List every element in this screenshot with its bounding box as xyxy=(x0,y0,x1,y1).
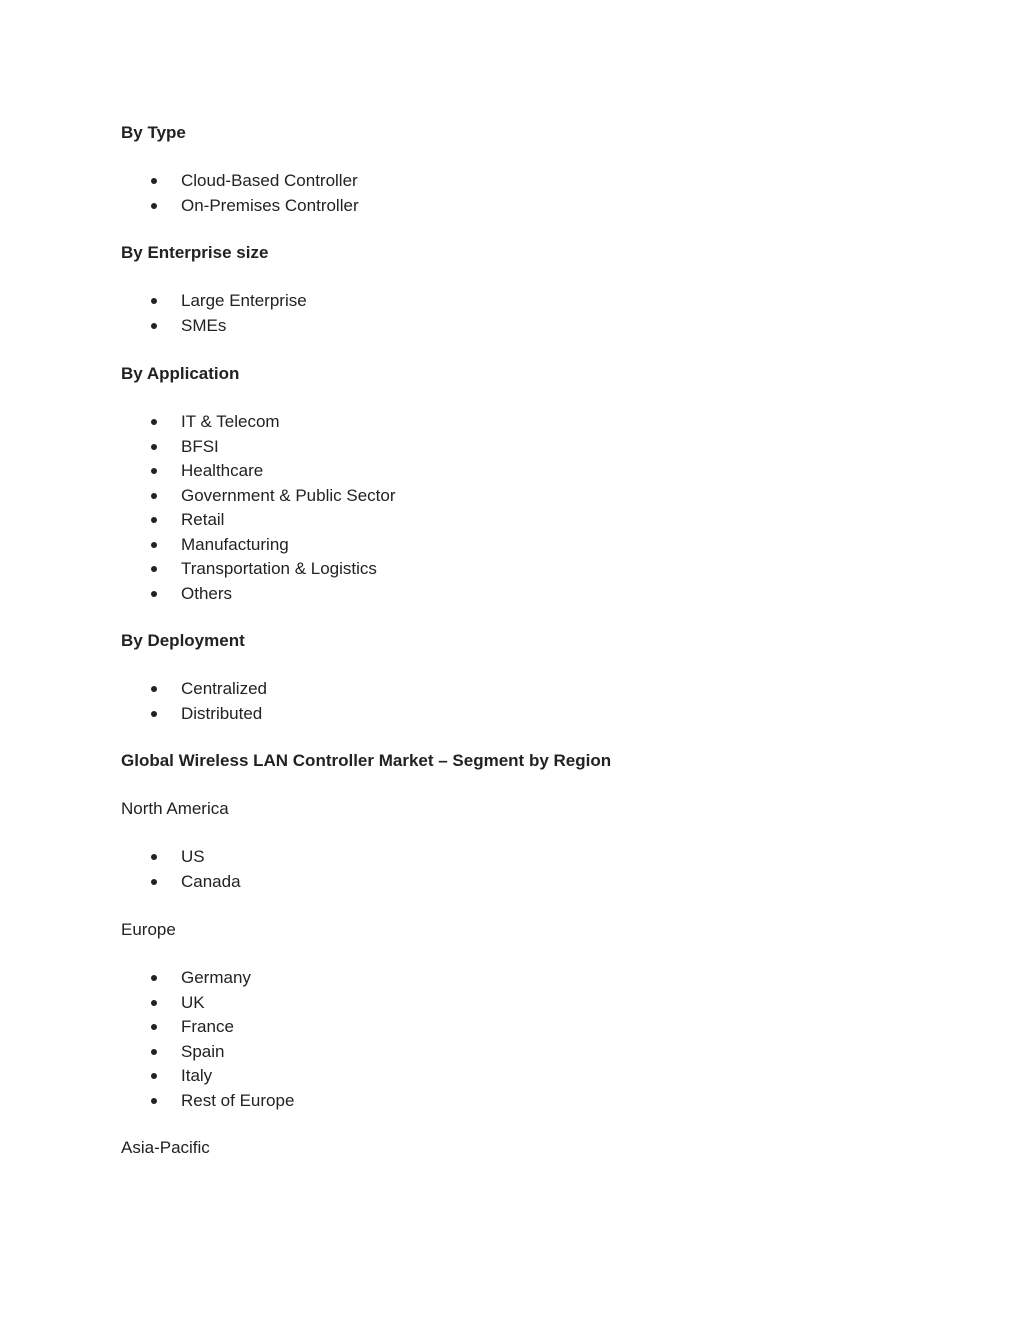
bullet-icon xyxy=(151,686,157,692)
bullet-icon xyxy=(151,879,157,885)
region-label-north-america: North America xyxy=(121,799,229,818)
bullet-icon xyxy=(151,419,157,425)
bullet-icon xyxy=(151,711,157,717)
bullet-icon xyxy=(151,591,157,597)
bullet-icon xyxy=(151,975,157,981)
bullet-icon xyxy=(151,542,157,548)
region-label-asia-pacific: Asia-Pacific xyxy=(121,1138,210,1157)
bullet-icon xyxy=(151,1049,157,1055)
bullet-icon xyxy=(151,1000,157,1006)
bullet-icon xyxy=(151,468,157,474)
bullet-icon xyxy=(151,1024,157,1030)
bullet-icon xyxy=(151,517,157,523)
bullet-icon xyxy=(151,444,157,450)
section-heading-by-deployment: By Deployment xyxy=(121,631,245,650)
bullet-icon xyxy=(151,566,157,572)
bullet-icon xyxy=(151,854,157,860)
bullet-icon xyxy=(151,1098,157,1104)
bullet-icon xyxy=(151,178,157,184)
bullet-icon xyxy=(151,323,157,329)
section-heading-by-application: By Application xyxy=(121,364,240,383)
region-label-europe: Europe xyxy=(121,920,176,939)
bullet-icon xyxy=(151,1073,157,1079)
section-heading-by-enterprise-size: By Enterprise size xyxy=(121,243,269,262)
bullet-icon xyxy=(151,493,157,499)
bullet-icon xyxy=(151,203,157,209)
bullet-icon xyxy=(151,298,157,304)
section-heading-by-type: By Type xyxy=(121,123,186,142)
region-section-heading: Global Wireless LAN Controller Market – Segment by Region xyxy=(121,751,612,770)
document-page: By Type Cloud-Based Controller On-Premises Controller By Enterprise size Large Enterprise SMEs By Application IT & Telecom BFSI Healthcare Government & Public Sector Retail Manufacturing Transportation & Logistics Others By Deployment Centralized Distributed Global Wireless LAN Controller Market – Segment by Region North America US Canada Europe Germany UK France Spain Italy Rest of Europe Asia-Pacific xyxy=(121,123,612,1157)
